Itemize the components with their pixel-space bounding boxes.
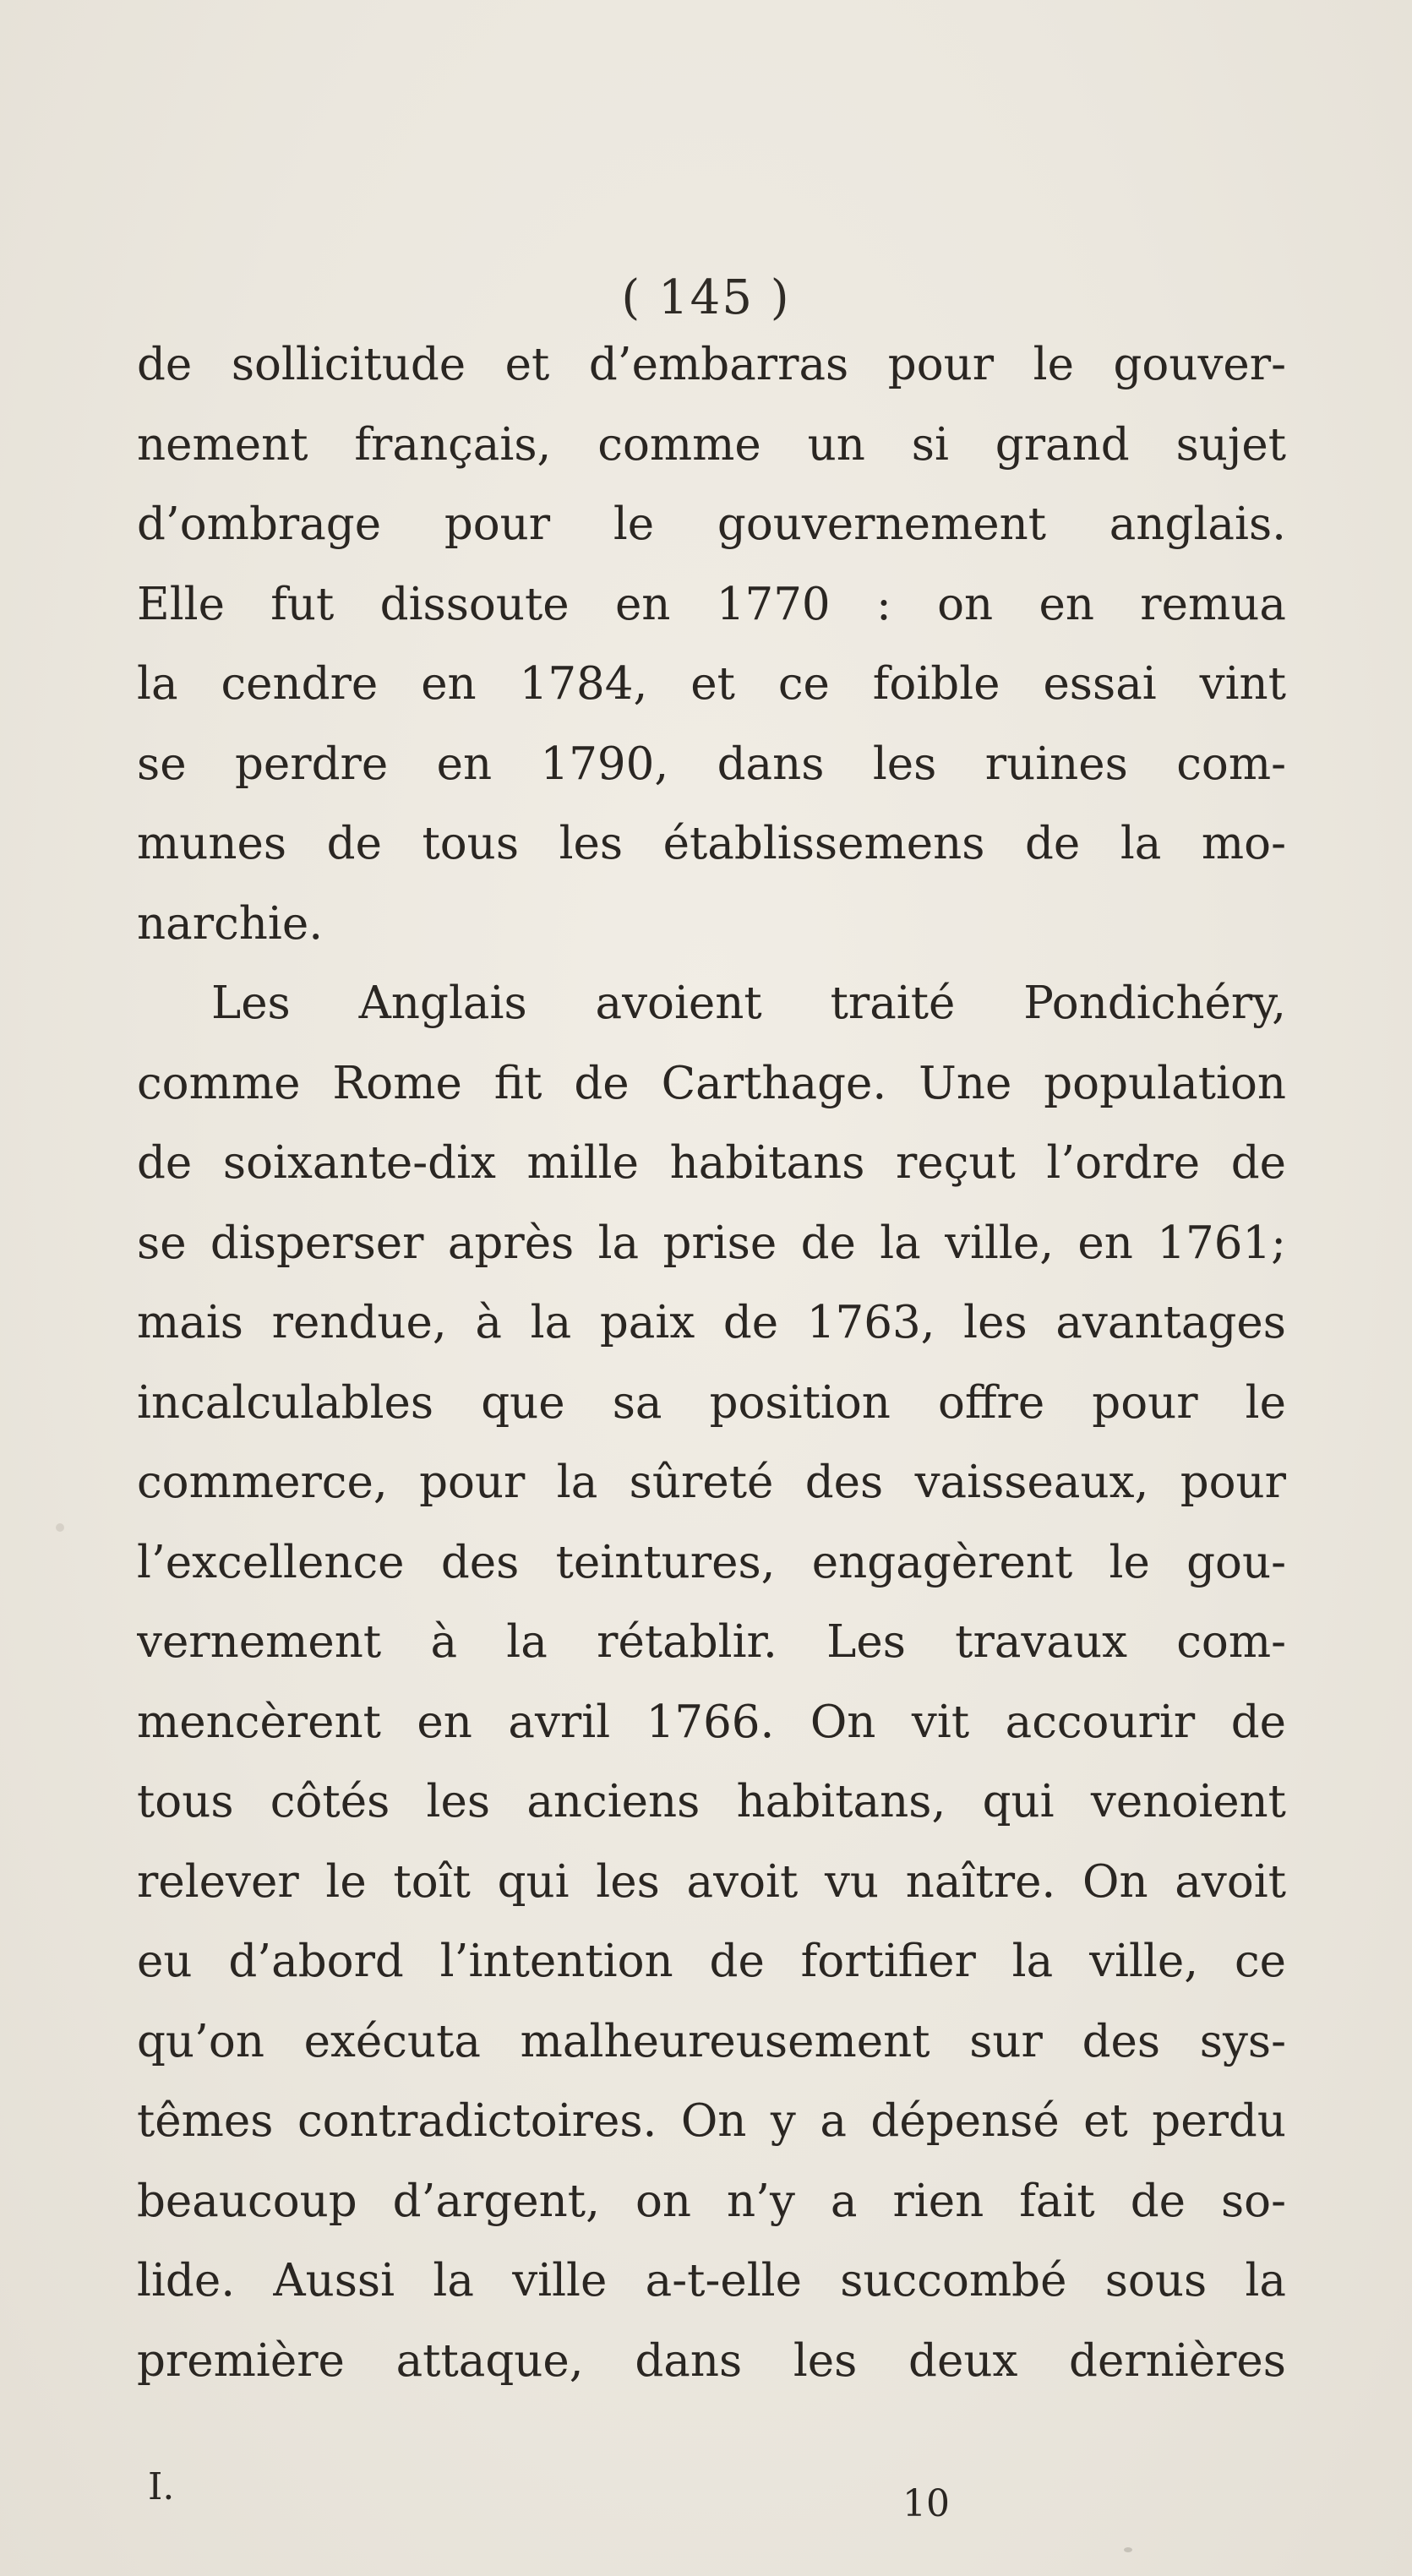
text-line: de soixante-dix mille habitans reçut l’ordre de (137, 1137, 1286, 1189)
text-line: de sollicitude et d’embarras pour le gouver- (137, 339, 1286, 390)
text-line: tous côtés les anciens habitans, qui venoient (137, 1776, 1286, 1827)
signature-mark: I. (148, 2465, 175, 2508)
paragraph-start-line: Les Anglais avoient traité Pondichéry, (211, 978, 1286, 1029)
text-line: Elle fut dissoute en 1770 : on en remua (137, 578, 1286, 630)
text-line: eu d’abord l’intention de fortifier la ville, ce (137, 1936, 1286, 1987)
page-footer (0, 2465, 1412, 2525)
text-line: l’excellence des teintures, engagèrent le gou- (137, 1536, 1286, 1588)
text-line: se disperser après la prise de la ville, en 1761; (137, 1217, 1286, 1269)
text-line: mais rendue, à la paix de 1763, les avantages (137, 1297, 1286, 1348)
catchword: 10 (902, 2482, 950, 2525)
text-line: comme Rome fit de Carthage. Une population (137, 1057, 1286, 1109)
text-line: qu’on exécuta malheureusement sur des sys- (137, 2015, 1286, 2067)
text-line: la cendre en 1784, et ce foible essai vint (137, 658, 1286, 710)
text-line: se perdre en 1790, dans les ruines com- (137, 738, 1286, 790)
text-line: lide. Aussi la ville a-t-elle succombé sous la (137, 2255, 1286, 2306)
text-line: d’ombrage pour le gouvernement anglais. (137, 498, 1286, 550)
text-line: nement français, comme un si grand sujet (137, 418, 1286, 471)
page-number-header: ( 145 ) (621, 270, 791, 325)
text-line: première attaque, dans les deux dernières (137, 2334, 1286, 2387)
text-line: vernement à la rétablir. Les travaux com- (137, 1616, 1286, 1668)
text-line: incalculables que sa position offre pour le (137, 1376, 1286, 1429)
text-line: beaucoup d’argent, on n’y a rien fait de so- (137, 2175, 1286, 2227)
text-line: relever le toît qui les avoit vu naître. On avoit (137, 1855, 1286, 1908)
paper-speck (56, 1523, 64, 1532)
body-text (137, 325, 1286, 2401)
text-line: têmes contradictoires. On y a dépensé et perdu (137, 2095, 1286, 2147)
paragraph-end-line: narchie. (137, 897, 324, 950)
text-line: mencèrent en avril 1766. On vit accourir de (137, 1696, 1286, 1748)
text-line: munes de tous les établissemens de la mo- (137, 818, 1286, 869)
text-line: commerce, pour la sûreté des vaisseaux, pour (137, 1457, 1286, 1508)
paper-speck (1124, 2547, 1132, 2552)
